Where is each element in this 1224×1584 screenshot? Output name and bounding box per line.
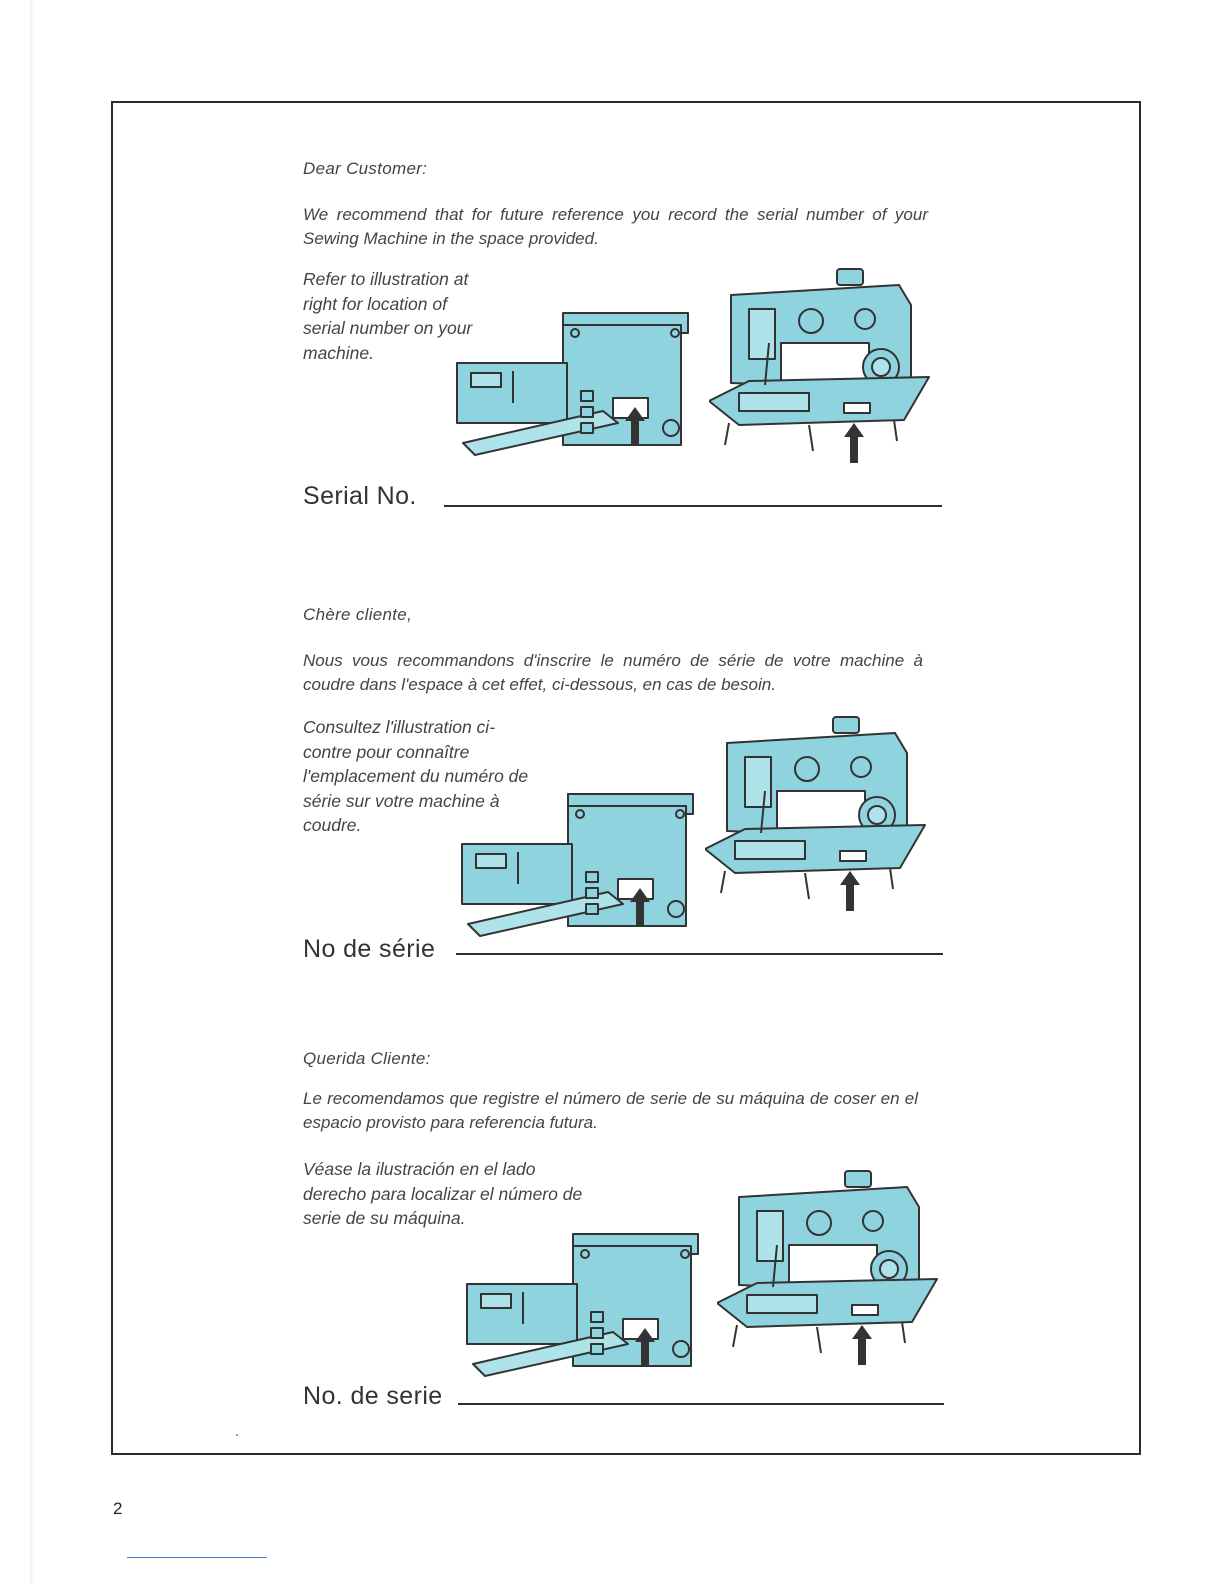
accessory-case-illustration [453, 303, 703, 463]
instruction-paragraph: We recommend that for future reference you record the serial number of your Sewing Machine in the space provided. [303, 205, 928, 248]
serial-record-frame [111, 101, 1141, 1455]
arrow-up-icon [844, 423, 864, 463]
serial-number-field[interactable] [456, 953, 943, 955]
greeting: Chère cliente, [303, 605, 413, 624]
greeting: Querida Cliente: [303, 1049, 431, 1068]
arrow-up-icon [840, 871, 860, 911]
scan-edge [30, 0, 34, 1584]
refer-text: Véase la ilustración en el lado derecho para localizar el número de serie de su máquina. [303, 1159, 583, 1228]
arrow-up-icon [852, 1325, 872, 1365]
scan-speck [236, 1434, 238, 1436]
serial-number-field[interactable] [458, 1403, 944, 1405]
sewing-machine-illustration [717, 1167, 943, 1373]
accessory-case-illustration [463, 1224, 713, 1384]
greeting: Dear Customer: [303, 159, 428, 178]
page-number: 2 [113, 1499, 123, 1518]
serial-number-label: No. de serie [303, 1382, 443, 1410]
sewing-machine-illustration [709, 265, 935, 471]
footer-rule [127, 1557, 267, 1558]
section-french [113, 549, 1143, 969]
accessory-case-illustration [458, 784, 708, 944]
instruction-paragraph: Nous vous recommandons d'inscrire le numéro de série de votre machine à coudre dans l'espace à cet effet, ci-dessous, en cas de besoin. [303, 651, 923, 694]
sewing-machine-illustration [705, 713, 931, 919]
section-english [113, 103, 1143, 523]
instruction-paragraph: Le recomendamos que registre el número de serie de su máquina de coser en el espacio provisto para referencia futura. [303, 1089, 918, 1132]
serial-number-field[interactable] [444, 505, 942, 507]
serial-number-label: No de série [303, 935, 436, 963]
refer-text: Consultez l'illustration ci-contre pour connaître l'emplacement du numéro de série sur votre machine à coudre. [303, 717, 529, 835]
refer-text: Refer to illustration at right for location of serial number on your machine. [303, 269, 473, 363]
serial-number-label: Serial No. [303, 482, 417, 510]
section-spanish [113, 999, 1143, 1419]
